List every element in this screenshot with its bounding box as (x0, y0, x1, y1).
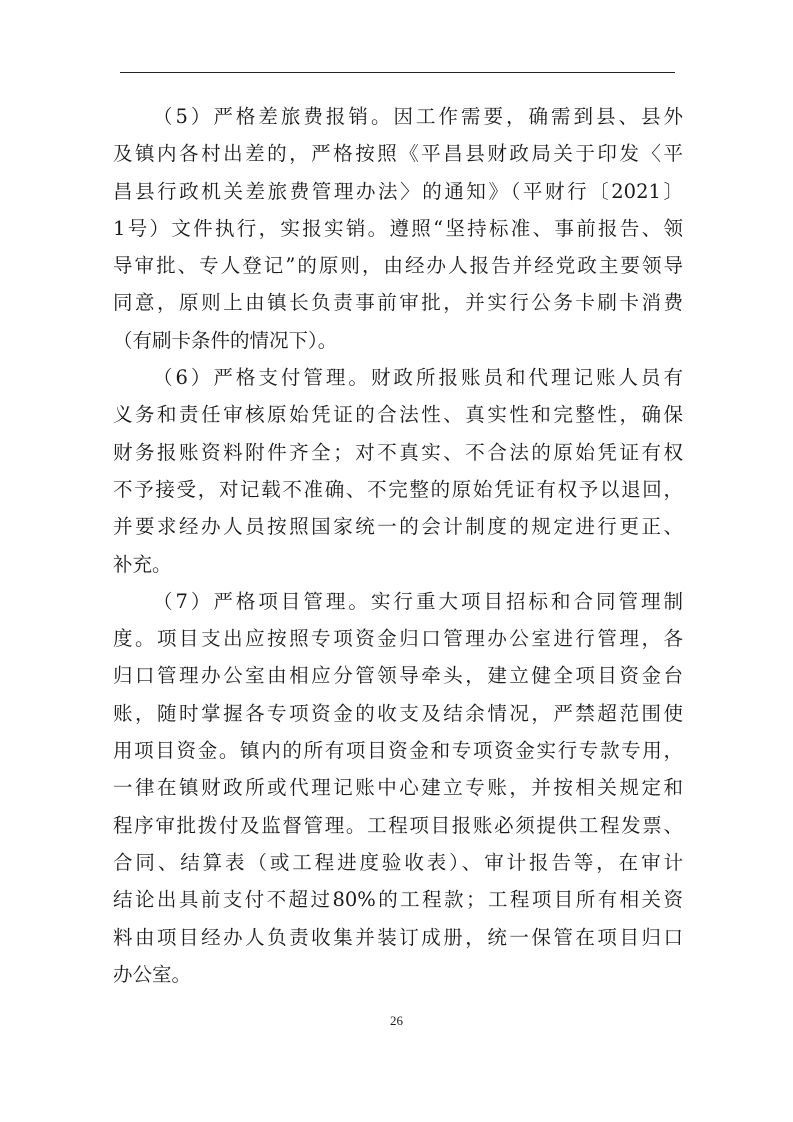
paragraph-line: 料由项目经办人负责收集并装订成册，统一保管在项目归口 (113, 925, 683, 949)
paragraph-line: （5）严格差旅费报销。因工作需要，确需到县、县外 (153, 105, 683, 128)
paragraph-line: 用项目资金。镇内的所有项目资金和专项资金实行专款专用， (113, 739, 683, 763)
paragraph-line: 度。项目支出应按照专项资金归口管理办公室进行管理，各 (113, 627, 683, 651)
paragraph-line: 账，随时掌握各专项资金的收支及结余情况，严禁超范围使 (113, 701, 683, 725)
paragraph-line: （有刷卡条件的情况下）。 (113, 328, 338, 352)
paragraph-line: （7）严格项目管理。实行重大项目招标和合同管理制 (153, 589, 683, 613)
paragraph-line: 归口管理办公室由相应分管领导牵头，建立健全项目资金台 (113, 664, 683, 688)
paragraph-line: 导审批、专人登记”的原则，由经办人报告并经党政主要领导 (113, 254, 683, 278)
paragraph-line: 财务报账资料附件齐全；对不真实、不合法的原始凭证有权 (113, 440, 683, 464)
paragraph-line: 同意，原则上由镇长负责事前审批，并实行公务卡刷卡消费 (113, 291, 683, 315)
paragraph-7 (113, 583, 683, 993)
paragraph-line: 及镇内各村出差的，严格按照《平昌县财政局关于印发〈平 (113, 142, 683, 166)
paragraph-line: 不予接受，对记载不准确、不完整的原始凭证有权予以退回， (113, 477, 683, 501)
document-body (113, 98, 683, 993)
paragraph-line: （6）严格支付管理。财政所报账员和代理记账人员有 (153, 366, 683, 390)
paragraph-line: 程序审批拨付及监督管理。工程项目报账必须提供工程发票、 (113, 813, 683, 837)
paragraph-line: 补充。 (113, 552, 172, 576)
paragraph-line: 并要求经办人员按照国家统一的会计制度的规定进行更正、 (113, 515, 683, 539)
paragraph-line: 结论出具前支付不超过80%的工程款；工程项目所有相关资 (113, 888, 683, 912)
paragraph-line: 义务和责任审核原始凭证的合法性、真实性和完整性，确保 (113, 403, 683, 427)
paragraph-line: 合同、结算表（或工程进度验收表）、审计报告等，在审计 (113, 850, 683, 874)
paragraph-6 (113, 359, 683, 583)
paragraph-line: 一律在镇财政所或代理记账中心建立专账，并按相关规定和 (113, 776, 683, 800)
header-rule (120, 72, 675, 73)
paragraph-line: 办公室。 (113, 962, 192, 986)
paragraph-5 (113, 98, 683, 359)
page-number: 26 (390, 1013, 403, 1028)
paragraph-line: 昌县行政机关差旅费管理办法〉的通知》（平财行〔2021〕 (113, 179, 683, 203)
paragraph-line: 1号）文件执行，实报实销。遵照“坚持标准、事前报告、领 (113, 216, 683, 240)
